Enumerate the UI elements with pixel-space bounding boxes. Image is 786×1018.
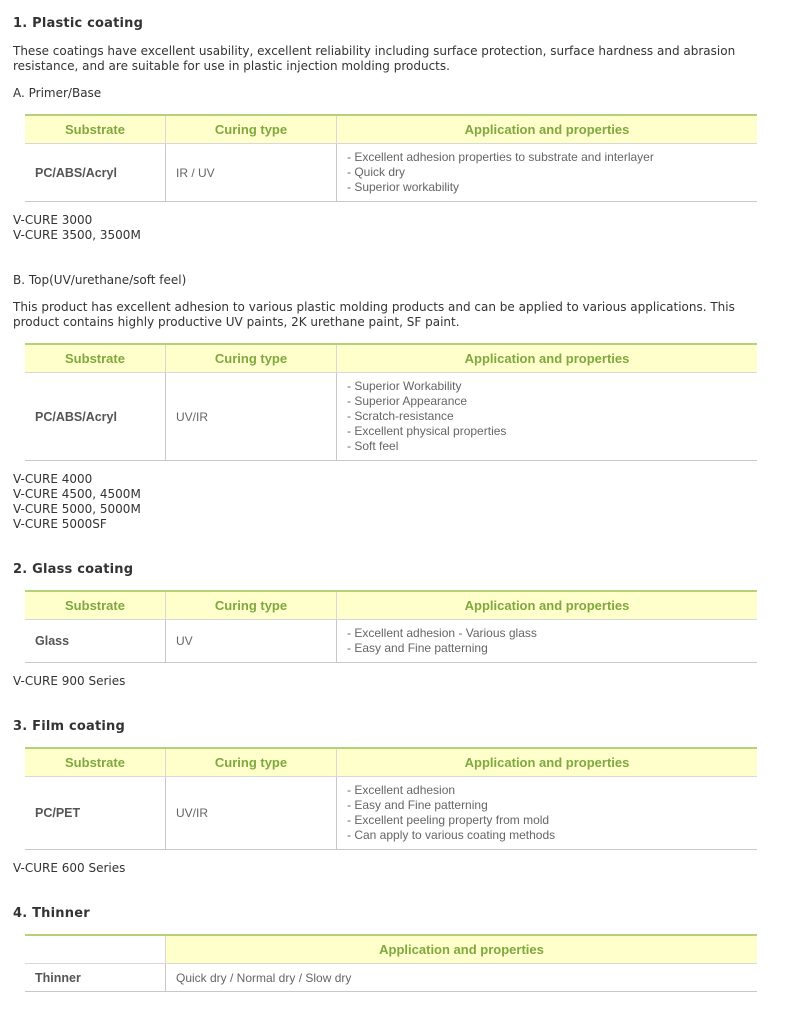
application-header: Application and properties <box>337 748 758 777</box>
glass-coating-table <box>25 590 757 663</box>
product-name: V-CURE 900 Series <box>13 674 126 688</box>
property-item: - Quick dry <box>347 165 406 179</box>
application-header: Application and properties <box>337 115 758 144</box>
product-name: V-CURE 4000 <box>13 472 93 486</box>
property-item: - Excellent adhesion properties to substrate and interlayer <box>347 150 654 164</box>
section-title-thinner: 4. Thinner <box>13 906 90 921</box>
property-item: - Excellent adhesion - Various glass <box>347 626 537 640</box>
properties-cell <box>337 373 758 461</box>
product-name: V-CURE 600 Series <box>13 861 126 875</box>
top-coat-products <box>13 472 141 532</box>
table-row <box>25 144 757 202</box>
empty-header <box>25 935 166 964</box>
substrate-cell: PC/ABS/Acryl <box>25 373 166 461</box>
product-name: V-CURE 4500, 4500M <box>13 487 141 501</box>
top-coat-description: This product has excellent adhesion to various plastic molding products and can be applied to various applications. This product contains highly productive UV paints, 2K urethane paint, SF paint. <box>13 300 735 329</box>
product-name: V-CURE 3000 <box>13 213 93 227</box>
table-header-row <box>25 344 757 373</box>
properties-cell <box>337 777 758 850</box>
section-title-film-coating: 3. Film coating <box>13 719 126 734</box>
section-title-glass-coating: 2. Glass coating <box>13 562 134 577</box>
application-header: Application and properties <box>337 591 758 620</box>
application-header: Application and properties <box>166 935 758 964</box>
curing-cell: UV/IR <box>166 373 337 461</box>
substrate-cell: PC/ABS/Acryl <box>25 144 166 202</box>
property-item: - Excellent physical properties <box>347 424 507 438</box>
curing-type-header: Curing type <box>166 344 337 373</box>
table-header-row <box>25 748 757 777</box>
substrate-header: Substrate <box>25 115 166 144</box>
property-item: - Excellent adhesion <box>347 783 456 797</box>
property-item: - Superior Workability <box>347 379 462 393</box>
table-row <box>25 620 757 663</box>
table-header-row <box>25 935 757 964</box>
substrate-cell: PC/PET <box>25 777 166 850</box>
table-row <box>25 964 757 992</box>
property-item: - Scratch-resistance <box>347 409 454 423</box>
property-item: - Superior Appearance <box>347 394 468 408</box>
property-item: - Can apply to various coating methods <box>347 828 556 842</box>
primer-base-products <box>13 213 141 243</box>
curing-cell: IR / UV <box>166 144 337 202</box>
curing-type-header: Curing type <box>166 115 337 144</box>
thinner-table <box>25 934 757 992</box>
property-item: - Easy and Fine patterning <box>347 641 488 655</box>
substrate-cell: Glass <box>25 620 166 663</box>
curing-type-header: Curing type <box>166 591 337 620</box>
properties-cell <box>337 144 758 202</box>
property-item: - Soft feel <box>347 439 399 453</box>
thinner-value-cell: Quick dry / Normal dry / Slow dry <box>166 964 758 992</box>
table-row <box>25 777 757 850</box>
primer-base-label: A. Primer/Base <box>13 86 102 100</box>
properties-cell <box>337 620 758 663</box>
substrate-header: Substrate <box>25 344 166 373</box>
table-header-row <box>25 115 757 144</box>
table-row <box>25 373 757 461</box>
film-coating-products <box>13 861 125 876</box>
substrate-header: Substrate <box>25 748 166 777</box>
primer-base-table <box>25 114 757 202</box>
property-item: - Easy and Fine patterning <box>347 798 488 812</box>
product-name: V-CURE 5000, 5000M <box>13 502 141 516</box>
substrate-header: Substrate <box>25 591 166 620</box>
film-coating-table <box>25 747 757 850</box>
section-title-plastic-coating: 1. Plastic coating <box>13 16 144 31</box>
property-item: - Excellent peeling property from mold <box>347 813 550 827</box>
top-coat-table <box>25 343 757 461</box>
product-name: V-CURE 5000SF <box>13 517 107 531</box>
curing-cell: UV <box>166 620 337 663</box>
curing-cell: UV/IR <box>166 777 337 850</box>
plastic-coating-description: These coatings have excellent usability, excellent reliability including surface protection, surface hardness and abrasion resistance, and are suitable for use in plastic injection molding products. <box>13 44 736 73</box>
top-coat-label: B. Top(UV/urethane/soft feel) <box>13 273 187 287</box>
property-item: - Superior workability <box>347 180 460 194</box>
product-name: V-CURE 3500, 3500M <box>13 228 141 242</box>
curing-type-header: Curing type <box>166 748 337 777</box>
table-header-row <box>25 591 757 620</box>
glass-coating-products <box>13 674 125 689</box>
substrate-cell: Thinner <box>25 964 166 992</box>
application-header: Application and properties <box>337 344 758 373</box>
